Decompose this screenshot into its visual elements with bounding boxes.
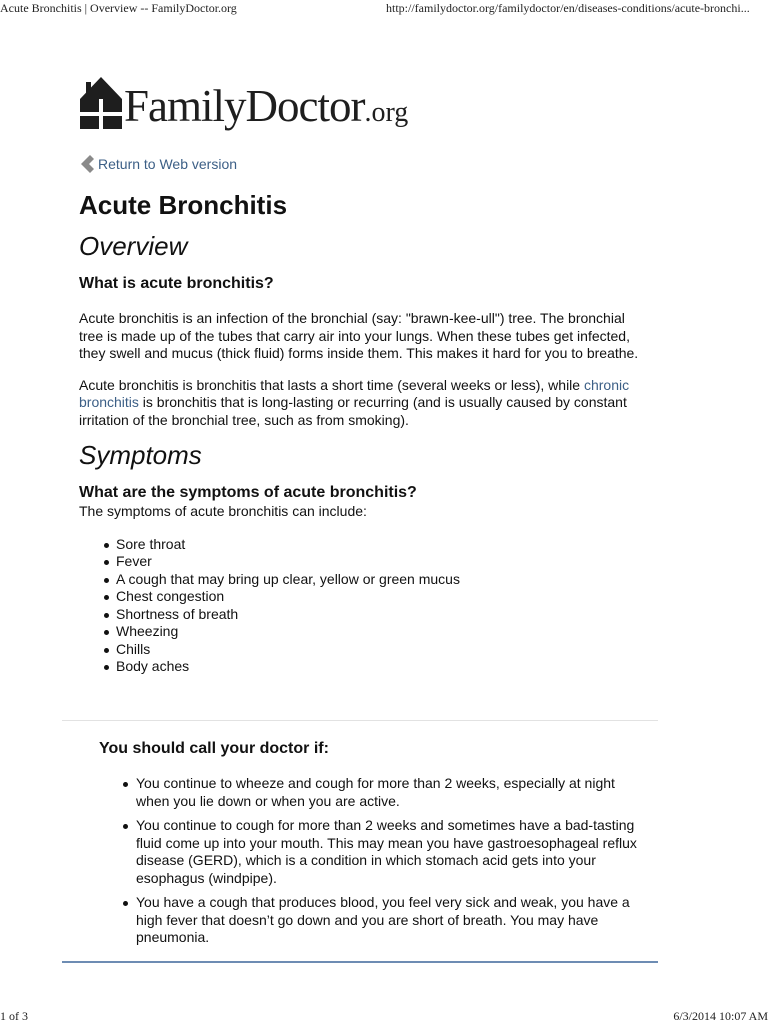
return-link-label: Return to Web version	[98, 156, 238, 172]
chevron-left-icon	[78, 154, 96, 174]
callout-list	[122, 775, 642, 954]
page-title: Acute Bronchitis	[79, 190, 288, 220]
question-symptoms: What are the symptoms of acute bronchitis?	[79, 484, 417, 501]
list-item: A cough that may bring up clear, yellow or green mucus	[103, 571, 639, 589]
logo-tld: .org	[364, 97, 409, 128]
return-to-web-link[interactable]	[78, 154, 237, 174]
list-item: Sore throat	[103, 536, 639, 554]
section-heading-overview: Overview	[79, 231, 188, 261]
house-icon	[80, 77, 122, 129]
list-item: Fever	[103, 553, 639, 571]
para2-text-before: Acute bronchitis is bronchitis that lasts a short time (several weeks or less), while	[79, 376, 584, 393]
chronic-bronchitis-link[interactable]: chronic bronchitis	[79, 376, 630, 410]
list-item: Shortness of breath	[103, 606, 639, 624]
list-item: You have a cough that produces blood, you feel very sick and weak, you have a high fever that doesn’t go down and you are short of breath. You may have pneumonia.	[122, 894, 642, 947]
print-page-title: Acute Bronchitis | Overview -- FamilyDoctor.org	[0, 1, 237, 15]
print-header	[0, 0, 768, 20]
list-item: You continue to wheeze and cough for more than 2 weeks, especially at night when you lie down or when you are active.	[122, 775, 642, 810]
article	[79, 190, 639, 676]
page-number: 1 of 3	[0, 1009, 28, 1023]
question-what-is: What is acute bronchitis?	[79, 275, 274, 292]
print-footer	[0, 1008, 768, 1024]
logo-wordmark	[124, 80, 408, 132]
para2-text-after: is bronchitis that is long-lasting or recurring (and is usually caused by constant irritation of the bronchial tree, such as from smoking).	[79, 394, 627, 428]
section-heading-symptoms: Symptoms	[79, 440, 202, 470]
list-item: Body aches	[103, 658, 639, 676]
list-item: Wheezing	[103, 623, 639, 641]
symptoms-intro: The symptoms of acute bronchitis can include:	[79, 503, 367, 519]
list-item: Chills	[103, 641, 639, 659]
logo-brand: FamilyDoctor	[124, 81, 365, 131]
print-page-url: http://familydoctor.org/familydoctor/en/diseases-conditions/acute-bronchi...	[386, 1, 750, 15]
callout-title: You should call your doctor if:	[99, 740, 329, 757]
list-item: You continue to cough for more than 2 weeks and sometimes have a bad-tasting fluid come up into your mouth. This may mean you have gastroesophageal reflux disease (GERD), which is a condition in which stomach acid gets into your esophagus (windpipe).	[122, 817, 642, 887]
call-doctor-callout	[62, 720, 658, 963]
list-item: Chest congestion	[103, 588, 639, 606]
overview-paragraph-2	[79, 377, 639, 430]
print-timestamp: 6/3/2014 10:07 AM	[673, 1009, 768, 1023]
overview-paragraph-1: Acute bronchitis is an infection of the bronchial (say: "brawn-kee-ull") tree. The bronchial tree is made up of the tubes that carry air into your lungs. When these tubes get infected, they swell and mucus (thick fluid) forms inside them. This makes it hard for you to breathe.	[79, 310, 639, 361]
symptoms-list	[103, 536, 639, 676]
